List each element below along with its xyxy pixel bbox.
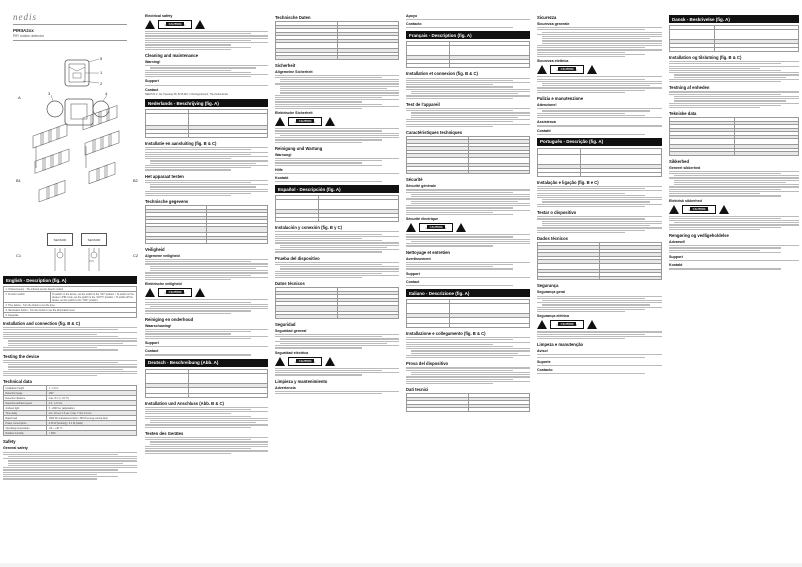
subsection-title: Suporte <box>537 359 551 364</box>
subsection-title: Elektrische Sicherheit <box>275 111 313 116</box>
panel-label-b2: B2 <box>133 178 138 183</box>
warning-triangle-icon <box>587 65 597 74</box>
section-title: Limpeza e manutenção <box>537 342 584 348</box>
section-title: Nettoyage et entretien <box>406 249 450 255</box>
subsection-title: Contacto <box>406 22 422 27</box>
section-header-portuguese: Português - Descrição (fig. A) <box>537 138 662 146</box>
column-danish <box>665 0 802 567</box>
table-cell: 0.6 - 1.5 m/s <box>47 401 137 406</box>
warning-triangle-icon <box>325 357 335 366</box>
model-number: PIRIIA2xx <box>13 28 34 33</box>
section-title: Limpieza y mantenimiento <box>275 378 328 384</box>
table-cell: Detection ambient speed <box>4 401 47 406</box>
section-title: Technical data <box>3 379 32 385</box>
warning-triangle-icon <box>275 117 285 126</box>
table-cell: Installation height <box>4 386 47 391</box>
subsection-title: Electrical safety <box>145 14 173 18</box>
contact-address: NEDIS B.V., De Tweeling 28, 5215 MC 's-Hertogenbosch, The Netherlands <box>145 92 228 96</box>
warning-triangle-icon <box>325 117 335 126</box>
page-footer <box>0 563 802 567</box>
body-text <box>145 31 268 50</box>
figures-panel <box>3 43 137 273</box>
panel-label-a: A <box>18 95 21 100</box>
table-cell: Time delay <box>4 411 47 416</box>
divider <box>13 24 127 25</box>
panel-label-b1: B1 <box>16 178 21 183</box>
sensor-box-c2: SENSOR <box>81 233 107 246</box>
sensor-box-c1: SENSOR <box>47 233 73 246</box>
warning-triangle-icon <box>406 223 416 232</box>
section-title: Tekniske data <box>669 111 697 117</box>
tech-table-en <box>3 385 137 436</box>
section-header-english: English - Description (fig. A) <box>3 276 137 284</box>
caution-label <box>145 20 268 29</box>
subsection-title: Contact <box>406 279 420 284</box>
section-title: Datos técnicos <box>275 281 305 287</box>
section-title: Technische gegevens <box>145 199 189 205</box>
section-title: Sécurité <box>406 177 423 183</box>
subsection-title: Contact <box>145 349 159 354</box>
section-title: Testar o dispositivo <box>537 210 577 216</box>
panel-label-c1: C1 <box>16 253 22 258</box>
subsection-title: Kontakt <box>275 176 289 181</box>
callout-1: 1 <box>100 70 103 75</box>
callout-2: 2 <box>100 81 103 86</box>
table-cell: Detection distance <box>4 396 47 401</box>
table-cell: 1 - 1.8 m <box>47 386 137 391</box>
section-title: Pulizia e manutenzione <box>537 96 584 102</box>
column-german-spanish <box>271 0 402 567</box>
section-title: Rengøring og vedligeholdelse <box>669 233 729 239</box>
section-title: Instalación y conexión (fig. B y C) <box>275 225 343 231</box>
body-text <box>3 452 137 480</box>
section-header-dutch: Nederlands - Beschrijving (fig. A) <box>145 99 268 107</box>
subsection-title: Support <box>145 79 159 84</box>
section-title: Sicherheit <box>275 62 296 68</box>
subsection-title: Contact <box>145 87 159 92</box>
caution-box: CAUTION RISK OF ELECTRIC SHOCK <box>158 20 192 29</box>
caution-label: CAUTION RISK OF ELECTRIC SHOCK <box>537 320 662 329</box>
section-title: Installation and connection (fig. B & C) <box>3 321 81 326</box>
section-title: Dati tecnici <box>406 387 429 393</box>
table-cell: < 93% <box>47 431 137 436</box>
subsection-title: Generel sikkerhed <box>669 165 701 170</box>
section-title: Prova del dispositivo <box>406 361 449 367</box>
subsection-title: Avertissement <box>406 256 431 261</box>
subsection-title: Elektrische veiligheid <box>145 282 182 287</box>
section-title: Reinigung und Wartung <box>275 145 323 151</box>
table-cell: Operating temperature <box>4 426 47 431</box>
section-header-french: Français - Description (fig. A) <box>406 31 530 39</box>
subsection-title: Algemene veiligheid <box>145 253 180 258</box>
nedis-logo: nedis <box>13 12 37 22</box>
table-cell: Detection range <box>4 391 47 396</box>
subsection-title: Warning! <box>145 60 161 65</box>
section-title: Instalação e ligação (fig. B e C) <box>537 179 599 185</box>
section-title: Segurança <box>537 283 559 289</box>
subsection-title: Apoyo <box>406 14 418 18</box>
subsection-title: Advertencia <box>275 385 296 390</box>
subsection-title: Sécurité électrique <box>406 217 439 222</box>
subsection-title: Seguridad general <box>275 328 307 333</box>
section-title: Het apparaat testen <box>145 173 184 179</box>
subsection-title: Assistenza <box>537 120 556 125</box>
section-title: Testning af enheden <box>669 85 710 91</box>
section-header-german: Deutsch - Beschreibung (Abb. A) <box>145 359 268 367</box>
section-title: Installation und Anschluss (Abb. B & C) <box>145 400 224 406</box>
subsection-title: Elektrisk sikkerhed <box>669 198 702 203</box>
subsection-title: Attenzione! <box>537 103 557 108</box>
body-text <box>145 65 268 77</box>
table-cell: Ambient light <box>4 406 47 411</box>
subsection-title: Aviso! <box>537 349 548 354</box>
warning-triangle-icon <box>195 288 205 297</box>
section-title: Sicurezza <box>537 15 557 20</box>
subsection-title: Seguridad eléctrica <box>275 350 309 355</box>
caution-label: CAUTION RISK OF ELECTRIC SHOCK <box>275 357 399 366</box>
section-title: Reiniging en onderhoud <box>145 316 194 322</box>
warning-triangle-icon <box>145 288 155 297</box>
body-text <box>3 327 137 351</box>
section-header-danish: Dansk - Beskrivelse (fig. A) <box>669 15 799 23</box>
caution-label: CAUTION RISK OF ELECTRIC SHOCK <box>145 288 268 297</box>
table-cell: min. 10 sec ± 3 sec / max. 7 min ± 2 min <box>47 411 137 416</box>
subsection-title: Sicurezza elettrica <box>537 59 569 64</box>
panel-label-c2: C2 <box>133 253 139 258</box>
subsection-title: Contatti <box>537 128 551 133</box>
section-title: Testen des Gerätes <box>145 430 184 436</box>
subsection-title: Sicurezza generale <box>537 22 570 26</box>
subsection-title: Allgemeine Sicherheit <box>275 69 313 74</box>
table-cell: Relative humidity <box>4 431 47 436</box>
description-table-en <box>3 286 137 318</box>
section-title: Installation og tilslutning (fig. B & C) <box>669 55 742 60</box>
warning-triangle-icon <box>275 357 285 366</box>
table-cell: 0.45 W (working) / 0.1 W (static) <box>47 421 137 426</box>
product-subtitle: PIR motion detector <box>13 34 44 38</box>
table-cell: 160° <box>47 391 137 396</box>
subsection-title: Contacto <box>537 367 553 372</box>
section-title: Cleaning and maintenance <box>145 53 199 59</box>
caution-label: CAUTION RISK OF ELECTRIC SHOCK <box>406 223 530 232</box>
table-cell: 2. Function switch <box>4 292 51 303</box>
section-header-spanish: Español - Descripción (fig. A) <box>275 185 399 193</box>
section-title: Veiligheid <box>145 246 165 252</box>
column-dutch <box>141 0 271 567</box>
table-cell: 5. Faceplate <box>4 313 137 318</box>
table-cell: 3. Time button - Turn the button to set the time. <box>4 303 137 308</box>
section-title: Safety <box>3 439 16 445</box>
subsection-title: Support <box>406 271 420 276</box>
subsection-title: Sécurité générale <box>406 184 436 189</box>
subsection-title: Kontakt <box>669 263 683 268</box>
table-cell: -20 ~ +40 °C <box>47 426 137 431</box>
callout-4: 4 <box>105 91 108 96</box>
table-cell: 1000 W incandescent lamp / 300 W energy saving lamp <box>47 416 137 421</box>
warning-triangle-icon <box>669 205 679 214</box>
subsection-title: Advarsel! <box>669 240 686 245</box>
subsection-title: Segurança geral <box>537 290 565 295</box>
table-cell: To switch on the device, set the switch to the "ON" position. / To switch on the device in PIR mode, set the switch to the "AUTO" position. / To switch off the device, set the switch to the "OFF" position. <box>50 292 136 303</box>
divider <box>13 40 127 41</box>
section-title: Installatie en aansluiting (fig. B & C) <box>145 141 217 146</box>
warning-triangle-icon <box>537 320 547 329</box>
table-cell: Rated load <box>4 416 47 421</box>
subsection-title: Waarschuwing! <box>145 323 172 328</box>
table-cell: 5 - 2000 lux (adjustable) <box>47 406 137 411</box>
table-cell: max. 8 m (< 24 °C) <box>47 396 137 401</box>
section-title: Prueba del dispositivo <box>275 255 320 261</box>
column-italian-portuguese <box>533 0 665 567</box>
section-title: Seguridad <box>275 321 296 327</box>
subsection-title: Segurança elétrica <box>537 314 569 319</box>
subsection-title: Support <box>145 341 159 346</box>
warning-triangle-icon <box>587 320 597 329</box>
warning-triangle-icon <box>145 20 155 29</box>
warning-triangle-icon <box>456 223 466 232</box>
column-french-italian <box>402 0 533 567</box>
warning-triangle-icon <box>195 20 205 29</box>
caution-label: CAUTION RISK OF ELECTRIC SHOCK <box>275 117 399 126</box>
warning-triangle-icon <box>537 65 547 74</box>
section-title: Installation et connexion (fig. B & C) <box>406 71 478 77</box>
callout-5: 5 <box>100 56 103 61</box>
section-title: Test de l'appareil <box>406 101 440 107</box>
section-title: Testing the device <box>3 353 40 359</box>
subsection-title: Support <box>669 255 683 260</box>
caution-label: CAUTION RISK OF ELECTRIC SHOCK <box>669 205 799 214</box>
section-title: Installazione e collegamento (fig. B & C) <box>406 331 486 336</box>
section-header-italian: Italiano - Descrizione (fig. A) <box>406 289 530 297</box>
table-cell: 4. Illumination button - Turn the button to set the illumination level. <box>4 308 137 313</box>
subsection-title: General safety <box>3 446 28 451</box>
subsection-title: Hilfe <box>275 167 283 172</box>
section-title: Technische Daten <box>275 15 311 20</box>
warning-triangle-icon <box>719 205 729 214</box>
section-title: Caractéristiques techniques <box>406 129 463 135</box>
table-cell: Power consumption <box>4 421 47 426</box>
column-english <box>0 0 140 567</box>
callout-3: 3 <box>48 91 51 96</box>
section-title: Sikkerhed <box>669 158 690 164</box>
body-text <box>3 360 137 377</box>
table-cell: 1. Infrared sensor - The infrared sensor detects motion <box>4 287 137 292</box>
caution-label: CAUTION RISK OF ELECTRIC SHOCK <box>537 65 662 74</box>
subsection-title: Warnung! <box>275 152 292 157</box>
section-title: Dados técnicos <box>537 235 568 241</box>
